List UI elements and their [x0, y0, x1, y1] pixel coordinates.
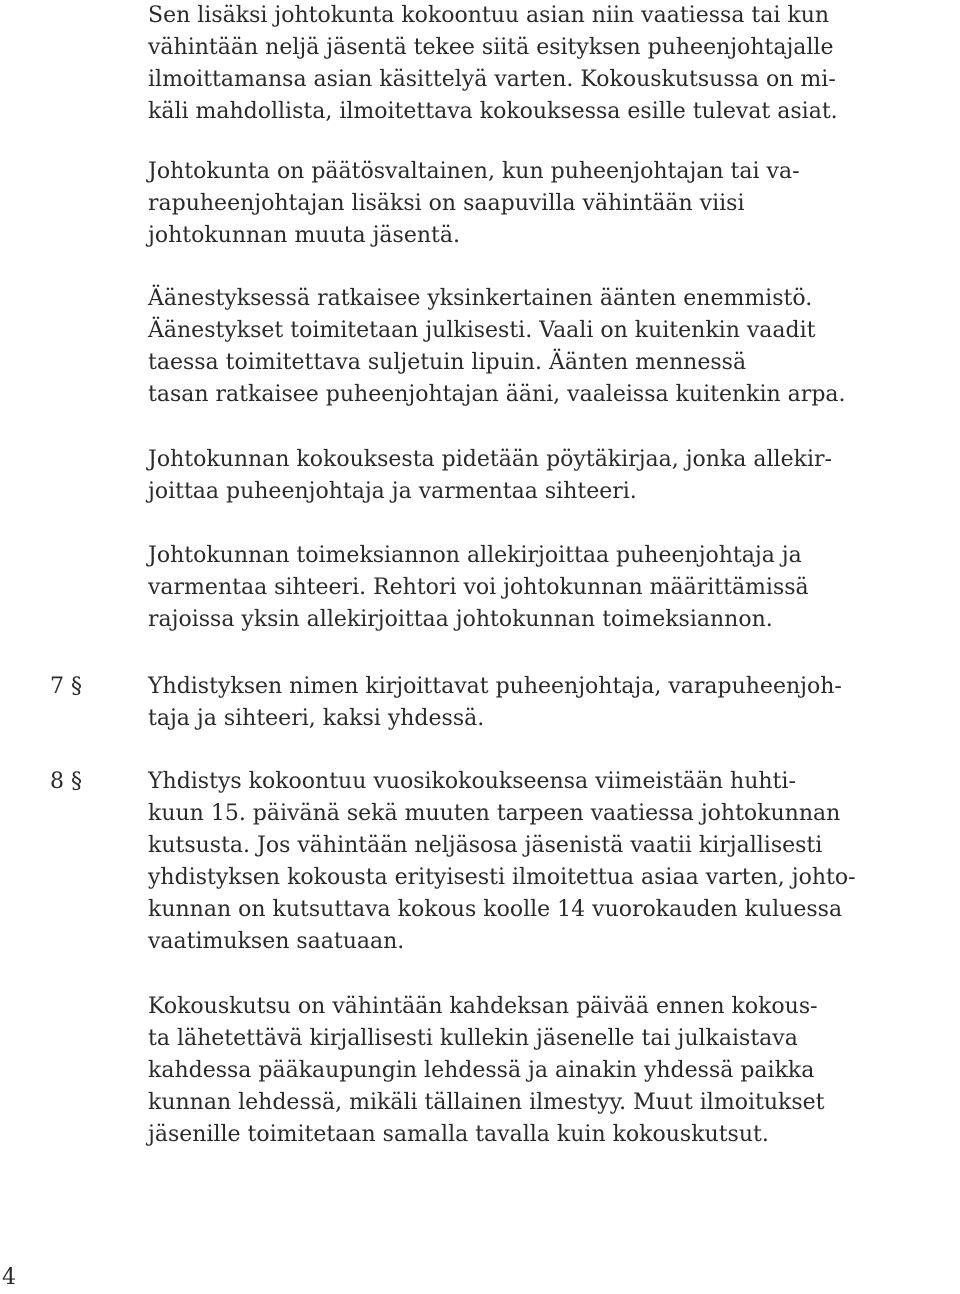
text-line: Äänestykset toimitetaan julkisesti. Vaali on kuitenkin vaadit — [148, 318, 816, 343]
paragraph-minutes — [148, 444, 948, 508]
text-line: Johtokunnan kokouksesta pidetään pöytäkirjaa, jonka allekir- — [148, 447, 832, 472]
paragraph-meeting-invitation — [148, 991, 948, 1151]
text-line: ta lähetettävä kirjallisesti kullekin jäsenelle tai julkaistava — [148, 1026, 798, 1051]
text-line: joittaa puheenjohtaja ja varmentaa sihteeri. — [148, 479, 637, 504]
text-line: kahdessa pääkaupungin lehdessä ja ainakin yhdessä paikka — [148, 1058, 815, 1083]
section-number-8: 8 § — [50, 769, 82, 794]
text-line: rajoissa yksin allekirjoittaa johtokunnan toimeksiannon. — [148, 607, 773, 632]
text-line: kunnan lehdessä, mikäli tällainen ilmestyy. Muut ilmoitukset — [148, 1090, 825, 1115]
text-line: Sen lisäksi johtokunta kokoontuu asian niin vaatiessa tai kun — [148, 3, 830, 28]
text-line: kuun 15. päivänä sekä muuten tarpeen vaatiessa johtokunnan — [148, 801, 841, 826]
text-line: Kokouskutsu on vähintään kahdeksan päivää ennen kokous- — [148, 994, 818, 1019]
text-line: jäsenille toimitetaan samalla tavalla kuin kokouskutsut. — [148, 1122, 769, 1147]
text-line: kutsusta. Jos vähintään neljäsosa jäsenistä vaatii kirjallisesti — [148, 833, 823, 858]
text-line: kunnan on kutsuttava kokous koolle 14 vuorokauden kuluessa — [148, 897, 843, 922]
text-line: varmentaa sihteeri. Rehtori voi johtokunnan määrittämissä — [148, 575, 809, 600]
text-line: johtokunnan muuta jäsentä. — [148, 223, 460, 248]
text-line: Yhdistys kokoontuu vuosikokoukseensa viimeistään huhti- — [148, 769, 796, 794]
text-line: tasan ratkaisee puheenjohtajan ääni, vaaleissa kuitenkin arpa. — [148, 382, 846, 407]
text-line: ilmoittamansa asian käsittelyä varten. Kokouskutsussa on mi- — [148, 67, 836, 92]
text-line: taessa toimitettava suljetuin lipuin. Äänten mennessä — [148, 350, 747, 375]
paragraph-meeting-convening — [148, 0, 948, 128]
text-line: taja ja sihteeri, kaksi yhdessä. — [148, 706, 485, 731]
paragraph-commission-signing — [148, 540, 948, 636]
paragraph-name-signing — [148, 671, 948, 735]
text-line: rapuheenjohtajan lisäksi on saapuvilla vähintään viisi — [148, 191, 745, 216]
text-line: vähintään neljä jäsentä tekee siitä esityksen puheenjohtajalle — [148, 35, 834, 60]
text-line: Johtokunnan toimeksiannon allekirjoittaa puheenjohtaja ja — [148, 543, 802, 568]
text-line: yhdistyksen kokousta erityisesti ilmoitettua asiaa varten, johto- — [148, 865, 856, 890]
paragraph-quorum — [148, 156, 948, 252]
paragraph-voting — [148, 283, 948, 411]
text-line: Yhdistyksen nimen kirjoittavat puheenjohtaja, varapuheenjoh- — [148, 674, 842, 699]
text-line: Äänestyksessä ratkaisee yksinkertainen äänten enemmistö. — [148, 286, 813, 311]
text-line: Johtokunta on päätösvaltainen, kun puheenjohtajan tai va- — [148, 159, 800, 184]
text-line: vaatimuksen saatuaan. — [148, 929, 405, 954]
text-line: käli mahdollista, ilmoitettava kokouksessa esille tulevat asiat. — [148, 99, 838, 124]
section-number-7: 7 § — [50, 674, 82, 699]
page-number: 4 — [2, 1265, 16, 1290]
paragraph-annual-meeting — [148, 766, 948, 958]
